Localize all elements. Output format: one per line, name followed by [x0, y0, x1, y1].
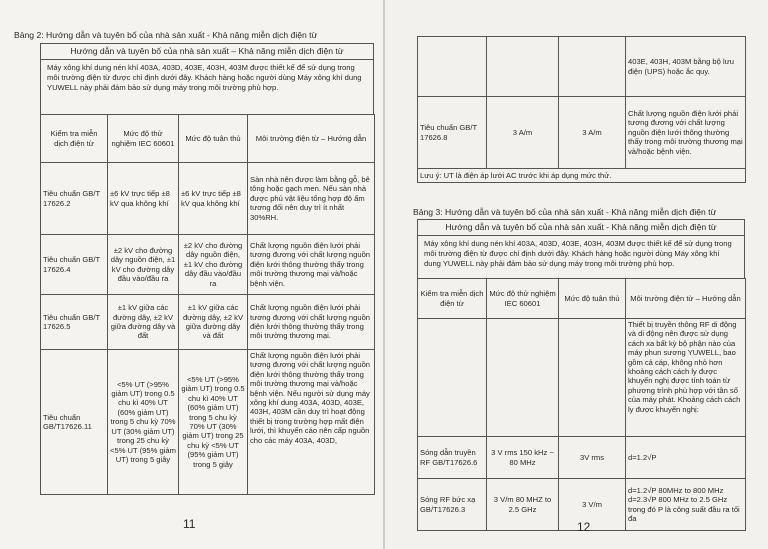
table-title-box — [40, 43, 374, 115]
table-title: Hướng dẫn và tuyên bố của nhà sản xuất - Khả năng miễn dịch điện từ — [418, 220, 744, 236]
continued-table — [417, 36, 746, 183]
table-intro: Máy xông khí dung nén khí 403A, 403D, 403E, 403H, 403M được thiết kế để sử dụng trong môi trường điện từ được chỉ định dưới đây. Khách hàng hoặc người dùng Máy xông khí dung YUWELL này phải đảm bảo sử dụng máy trong môi trường phù hợp. — [47, 63, 362, 93]
cell — [559, 319, 626, 437]
cell: ±1 kV giữa các đường dây, ±2 kV giữa đường dây và đất — [108, 295, 179, 350]
table-row — [41, 163, 375, 235]
cell: 3 V rms 150 kHz ~ 80 MHz — [487, 437, 559, 479]
cell: Tiêu chuẩn GB/T17626.11 — [41, 350, 108, 495]
header-level: Mức độ thử nghiệm IEC 60601 — [487, 279, 559, 319]
cell — [418, 319, 487, 437]
cell: <5% UT (>95% giảm UT) trong 0.5 chu kì 40% UT (60% giảm UT) trong 5 chu kỳ 70% UT (30% giảm UT) trong 25 chu kỳ <5% UT (95% giảm UT) trong 5 giây — [179, 350, 248, 495]
cell: Tiêu chuẩn GB/T 17626.5 — [41, 295, 108, 350]
cell: <5% UT (>95% giảm UT) trong 0.5 chu kì 40% UT (60% giảm UT) trong 5 chu kỳ 70% UT (30% giảm UT) trong 25 chu kỳ <5% UT (95% giảm UT) trong 5 giây — [108, 350, 179, 495]
cell: Sàn nhà nên được làm bằng gỗ, bê tông hoặc gạch men. Nếu sàn nhà được phủ vật liệu tổng hợp độ ẩm tương đối nên duy trì ít nhất 30%RH. — [248, 163, 375, 235]
cell: 3 V/m 80 MHZ to 2.5 GHz — [487, 479, 559, 531]
cell: Chất lượng nguồn điện lưới phải tương đương với chất lượng nguồn điện lưới thông thường thấy trong môi trường thương mại và/hoặc bệnh viện. — [626, 97, 746, 169]
cell — [487, 37, 559, 97]
cell: Chất lượng nguồn điện lưới phải tương đương với chất lượng nguồn điện lưới thông thường thấy trong môi trường thương mại và/hoặc bệnh viện. Nếu người sử dụng máy xông khí dung 403A, 403D, 403E, 403H, 403M cần duy trì hoạt động thiết bị trong trường hợp mất điện lưới, thì khuyến cáo nên cấp nguồn cho các máy 403A, 403D, — [248, 350, 375, 495]
cell: Chất lượng nguồn điện lưới phải tương đương với chất lượng nguồn điện lưới thông thường thấy trong môi trường thương mại và/hoặc bệnh viện. — [248, 235, 375, 295]
cell: 403E, 403H, 403M bằng bộ lưu điện (UPS) hoặc ắc quy. — [626, 37, 746, 97]
header-test: Kiểm tra miễn dịch điện từ — [418, 279, 487, 319]
cell: Tiêu chuẩn GB/T 17626.8 — [418, 97, 487, 169]
cell — [418, 37, 487, 97]
table-intro: Máy xông khí dung nén khí 403A, 403D, 403E, 403H, 403M được thiết kế để sử dụng trong môi trường điện từ được chỉ định dưới đây. Khách hàng hoặc người dùng Máy xông khí dung YUWELL này phải đảm bảo sử dụng máy trong môi trường phù hợp. — [424, 239, 732, 269]
table-row — [418, 37, 746, 97]
cell: 3 A/m — [487, 97, 559, 169]
table-header-row — [41, 115, 375, 163]
table-header-row — [418, 279, 746, 319]
cell: Thiết bị truyền thông RF di động và di động nên được sử dụng cách xa bất kỳ bộ phận nào của máy phun sương YUWELL, bao gồm cả cáp, không nhỏ hơn khoảng cách cách ly được khuyến nghị được tính toán từ phương trình phù hợp với tần số của máy phát. Khoảng cách cách ly được khuyến nghị: — [626, 319, 746, 437]
table-note-row — [418, 169, 746, 183]
cell: Tiêu chuẩn GB/T 17626.4 — [41, 235, 108, 295]
cell: Chất lượng nguồn điện lưới phải tương đương với chất lượng nguồn điện lưới thông thường thấy trong môi trường thương mại. — [248, 295, 375, 350]
table-row — [418, 437, 746, 479]
table-row — [41, 235, 375, 295]
table-row — [41, 350, 375, 495]
cell: 3V rms — [559, 437, 626, 479]
cell: Sóng RF bức xạ GB/T17626.3 — [418, 479, 487, 531]
header-compliance: Mức độ tuân thủ — [559, 279, 626, 319]
page-number: 12 — [577, 520, 591, 534]
cell: d=1.2√P — [626, 437, 746, 479]
cell: ±2 kV cho đường dây nguồn điện, ±1 kV cho đường dây đầu vào/đầu ra — [179, 235, 248, 295]
table-note: Lưu ý: UT là điện áp lưới AC trước khi áp dụng mức thử. — [418, 169, 746, 183]
header-test: Kiểm tra miễn dịch điện từ — [41, 115, 108, 163]
table-title: Hướng dẫn và tuyên bố của nhà sản xuất – Khả năng miễn dịch điện từ — [41, 44, 373, 60]
table-row — [418, 97, 746, 169]
cell: d=1.2√P 80MHz to 800 MHz d=2.3√P 800 MHz to 2.5 GHz trong đó P là công suất đầu ra tối đa — [626, 479, 746, 531]
table-caption: Bảng 3: Hướng dẫn và tuyên bố của nhà sản xuất - Khả năng miễn dịch điện từ — [413, 207, 717, 217]
header-compliance: Mức độ tuân thủ — [179, 115, 248, 163]
header-level: Mức độ thử nghiệm IEC 60601 — [108, 115, 179, 163]
page-left — [0, 0, 383, 549]
immunity-table — [417, 278, 746, 531]
immunity-table — [40, 114, 375, 495]
table-title-box — [417, 219, 745, 279]
cell: 3 V/m — [559, 479, 626, 531]
page-number: 11 — [183, 517, 196, 531]
table-row — [41, 295, 375, 350]
cell: ±2 kV cho đường dây nguồn điện, ±1 kV cho đường dây đầu vào/đầu ra — [108, 235, 179, 295]
cell: ±6 kV trực tiếp ±8 kV qua không khí — [179, 163, 248, 235]
cell: Sóng dẫn truyền RF GB/T17626.6 — [418, 437, 487, 479]
cell — [559, 37, 626, 97]
table-row — [418, 319, 746, 437]
cell: ±6 kV trực tiếp ±8 kV qua không khí — [108, 163, 179, 235]
cell: ±1 kV giữa các đường dây, ±2 kV giữa đường dây và đất — [179, 295, 248, 350]
header-environment: Môi trường điện từ – Hướng dẫn — [248, 115, 375, 163]
page-right — [385, 0, 768, 549]
header-environment: Môi trường điện từ – Hướng dẫn — [626, 279, 746, 319]
cell: Tiêu chuẩn GB/T 17626.2 — [41, 163, 108, 235]
cell — [487, 319, 559, 437]
table-caption: Bảng 2: Hướng dẫn và tuyên bố của nhà sản xuất - Khả năng miễn dịch điện từ — [14, 30, 318, 40]
cell: 3 A/m — [559, 97, 626, 169]
